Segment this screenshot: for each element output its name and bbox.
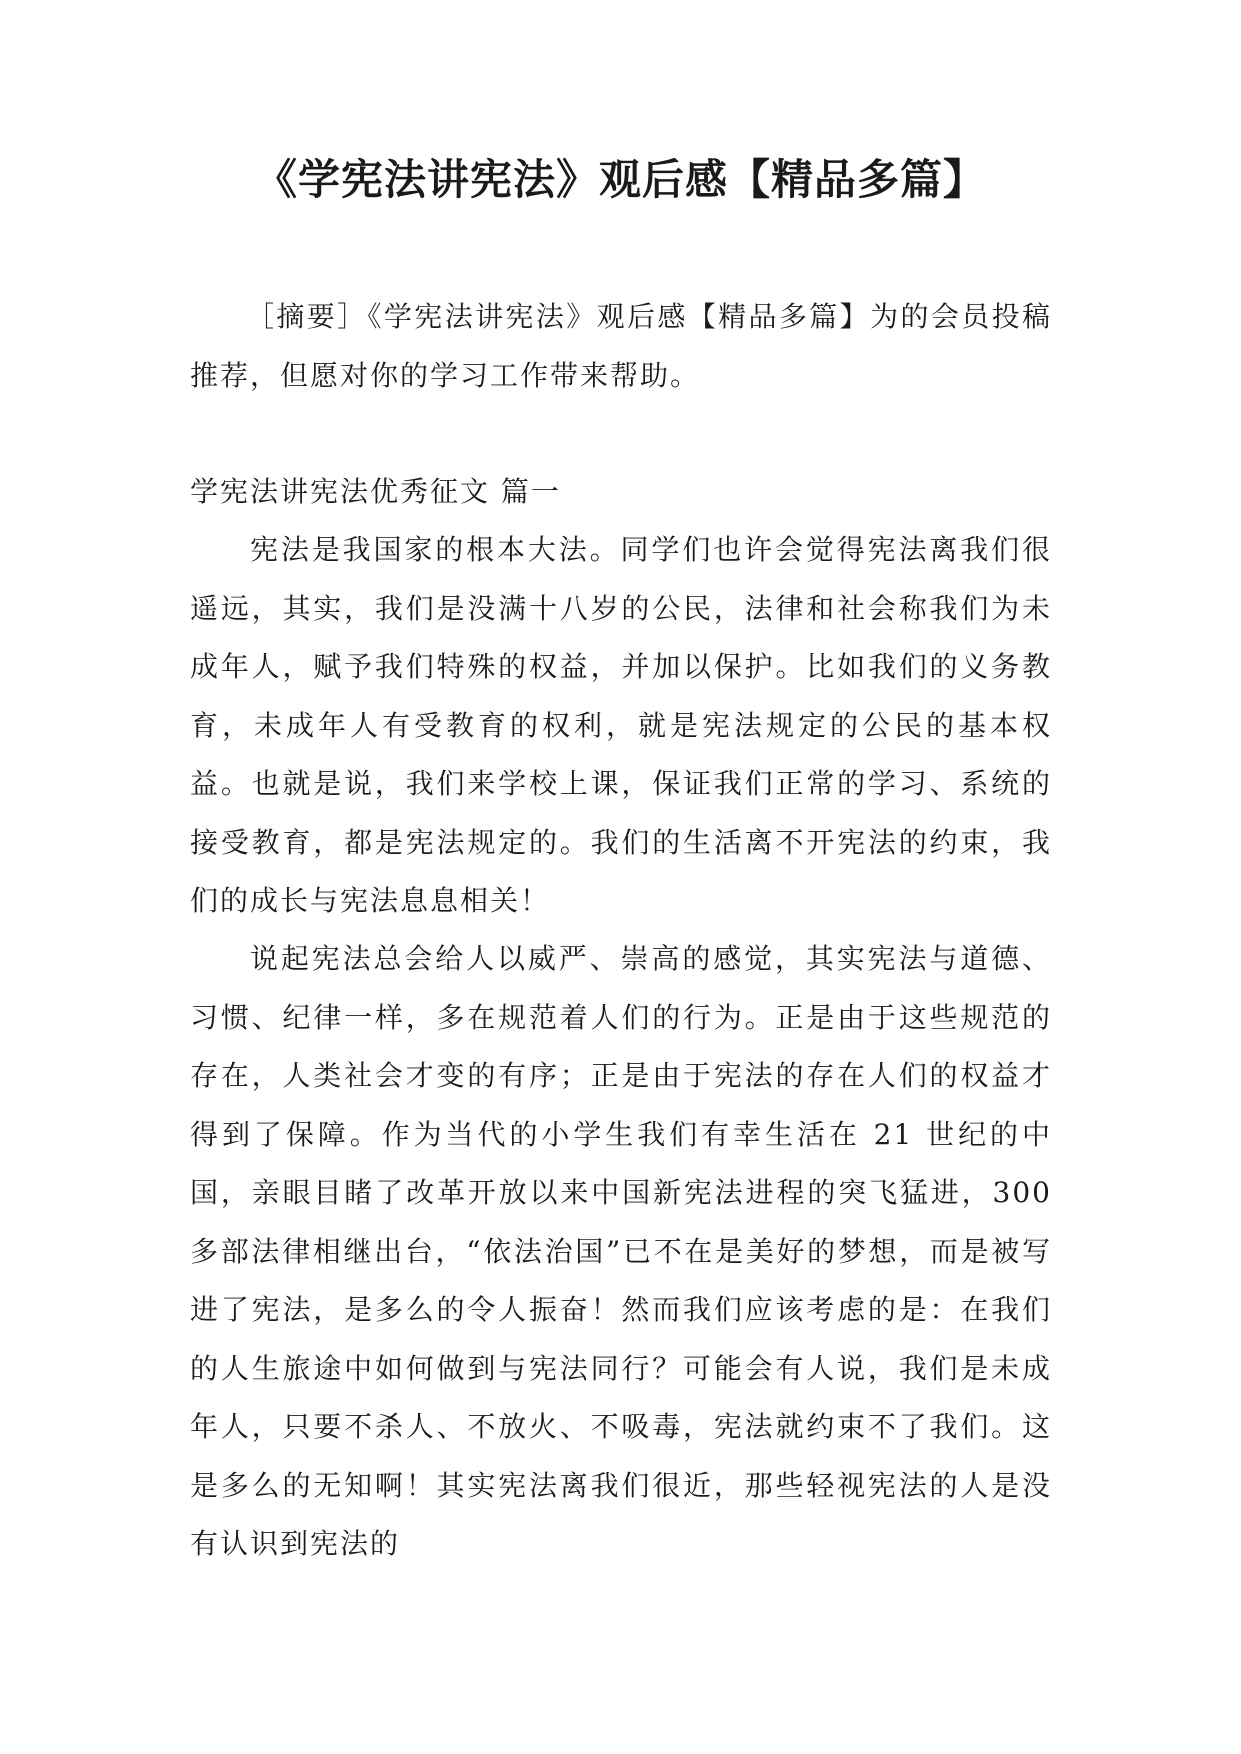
section-heading: 学宪法讲宪法优秀征文 篇一	[190, 475, 561, 508]
abstract-paragraph: ［摘要］《学宪法讲宪法》观后感【精品多篇】为的会员投稿推荐，但愿对你的学习工作带来帮助。	[190, 300, 1052, 392]
body-paragraph-2: 说起宪法总会给人以威严、崇高的感觉，其实宪法与道德、习惯、纪律一样，多在规范着人们的行为。正是由于这些规范的存在，人类社会才变的有序；正是由于宪法的存在人们的权益才得到了保障。作为当代的小学生我们有幸生活在 21 世纪的中国，亲眼目睹了改革开放以来中国新宪法进程的突飞猛进，300 多部法律相继出台，“依法治国”已不在是美好的梦想，而是被写进了宪法，是多么的令人振奋！然而我们应该考虑的是：在我们的人生旅途中如何做到与宪法同行？可能会有人说，我们是未成年人，只要不杀人、不放火、不吸毒，宪法就约束不了我们。这是多么的无知啊！其实宪法离我们很近，那些轻视宪法的人是没有认识到宪法的	[190, 942, 1052, 1560]
body-paragraph-1: 宪法是我国家的根本大法。同学们也许会觉得宪法离我们很遥远，其实，我们是没满十八岁的公民，法律和社会称我们为未成年人，赋予我们特殊的权益，并加以保护。比如我们的义务教育，未成年人有受教育的权利，就是宪法规定的公民的基本权益。也就是说，我们来学校上课，保证我们正常的学习、系统的接受教育，都是宪法规定的。我们的生活离不开宪法的约束，我们的成长与宪法息息相关！	[190, 533, 1052, 917]
document-title: 《学宪法讲宪法》观后感【精品多篇】	[254, 155, 986, 204]
